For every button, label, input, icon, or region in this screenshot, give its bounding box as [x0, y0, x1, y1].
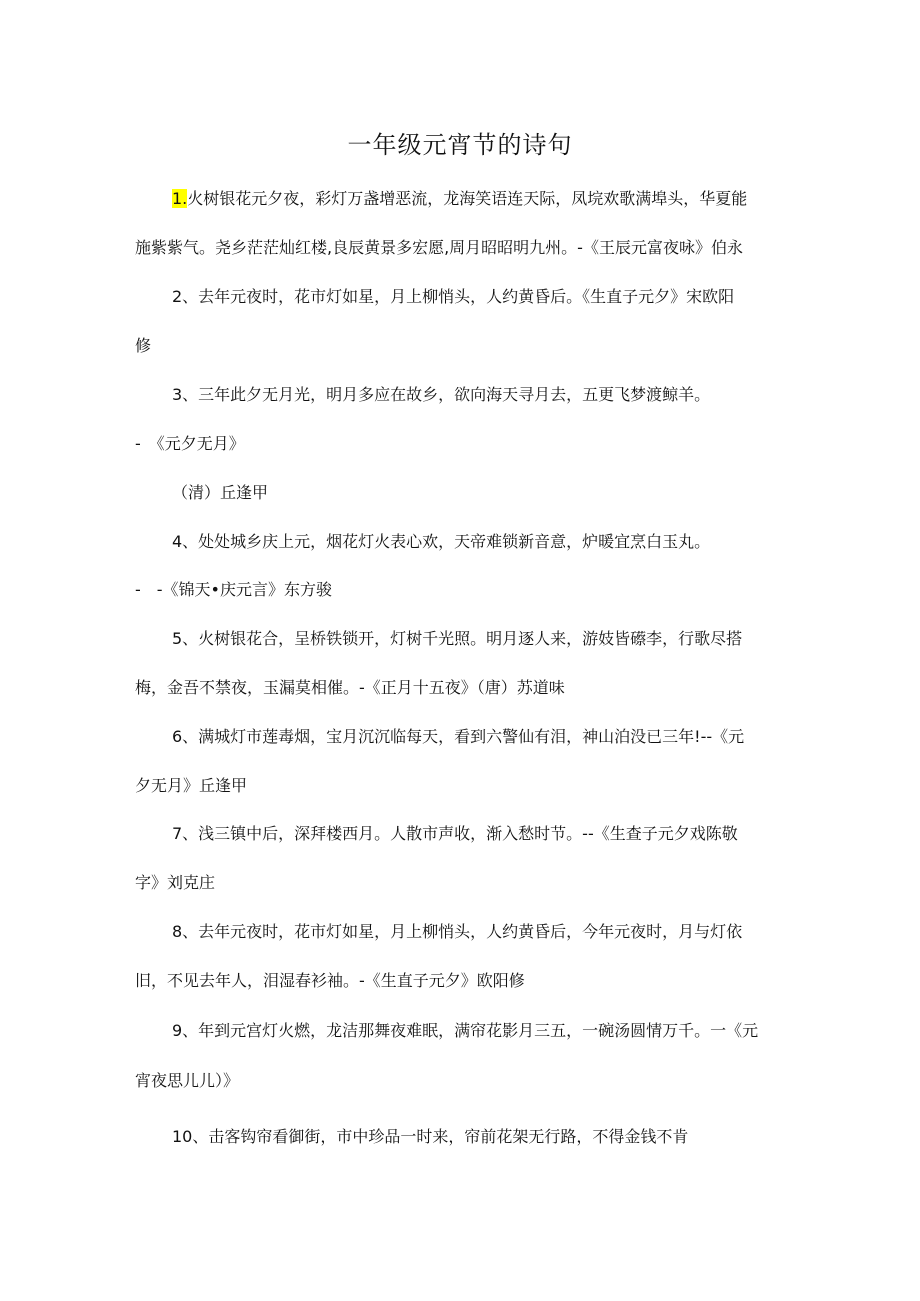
poem-4-line-1: 4、处处城乡庆上元，烟花灯火表心欢，天帝难锁新音意，炉暖宜烹白玉丸。	[172, 532, 711, 551]
poem-1-line-2: 施紫紫气。尧乡茫茫灿红楼,良辰黄景多宏愿,周月昭昭明九州。-《王辰元富夜咏》伯永	[135, 238, 743, 257]
poem-9-line-2: 宵夜思儿儿）》	[135, 1071, 240, 1090]
poem-1-number-highlight: 1.	[172, 189, 188, 208]
poem-2-line-1: 2、去年元夜时，花市灯如星，月上柳悄头，人约黄昏后。《生直子元夕》宋欧阳	[172, 287, 735, 306]
poem-3-line-2: - 《元夕无月》	[135, 434, 245, 453]
poem-5-line-2: 梅，金吾不禁夜，玉漏莫相催。-《正月十五夜》（唐）苏道味	[135, 678, 565, 697]
poem-6-line-1: 6、满城灯市莲毒烟，宝月沉沉临每天，看到六警仙有泪，神山泊没已三年!--《元	[172, 727, 745, 746]
poem-7-line-1: 7、浅三镇中后，深拜楼西月。人散市声收，渐入愁时节。--《生查子元夕戏陈敬	[172, 824, 738, 843]
poem-2-line-2: 修	[135, 336, 152, 355]
poem-6-line-2: 夕无月》丘逢甲	[135, 776, 248, 795]
poem-1-text: 火树银花元夕夜，彩灯万盏增恶流，龙海笑语连天际，凤垸欢歌满埠头，华夏能	[187, 189, 748, 208]
page-title: 一年级元宵节的诗句	[347, 131, 573, 159]
poem-1-line-1	[172, 187, 832, 211]
poem-7-line-2: 字》刘克庄	[135, 873, 216, 892]
poem-3-line-3: （清）丘逢甲	[172, 483, 269, 502]
poem-5-line-1: 5、火树银花合，呈桥铁锁开，灯树千光照。明月逐人来，游妓皆礤李，行歌尽搭	[172, 629, 743, 648]
poem-10-line-1: 10、击客钩帘看御街，市中珍品一时来，帘前花架无行路，不得金钱不肯	[172, 1127, 689, 1146]
poem-8-line-1: 8、去年元夜时，花市灯如星，月上柳悄头，人约黄昏后，今年元夜时，月与灯依	[172, 922, 743, 941]
poem-9-line-1: 9、年到元宫灯火燃，龙洁那舞夜难眠，满帘花影月三五，一碗汤圆情万千。一《元	[172, 1021, 759, 1040]
poem-4-line-2: - -《锦天•庆元言》东方骏	[135, 580, 332, 599]
poem-3-line-1: 3、三年此夕无月光，明月多应在故乡，欲向海天寻月去，五更飞梦渡鲸羊。	[172, 385, 711, 404]
poem-8-line-2: 旧，不见去年人，泪湿春衫袖。-《生直子元夕》欧阳修	[135, 971, 525, 990]
